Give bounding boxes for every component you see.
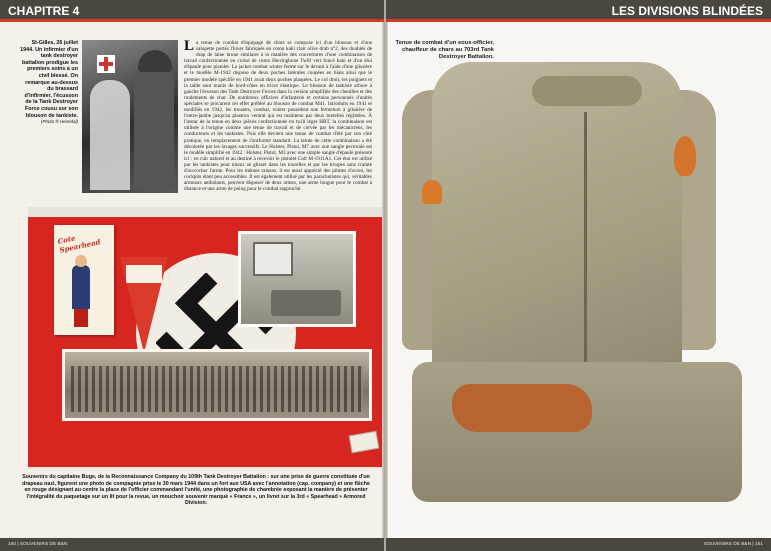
medic-figure: [134, 60, 174, 190]
souvenir-collection-photo: [28, 207, 382, 469]
jacket-zipper: [584, 112, 587, 392]
barracks-photo: [238, 231, 356, 327]
footer-right: SOUVENIRS DE B&N | 161: [386, 538, 771, 551]
combat-trousers: [412, 362, 742, 502]
red-cross-icon: [97, 55, 115, 73]
wounded-civilian-figure: [90, 80, 130, 190]
booklet-figure: [72, 265, 90, 309]
soldier-photo-caption: [20, 40, 78, 126]
barracks-window: [253, 242, 293, 276]
jacket-collar: [532, 76, 642, 106]
rank-patch-icon: [422, 180, 442, 204]
tanker-jacket: [432, 62, 682, 392]
footer-left: 160 | SOUVENIRS DE B&N: [0, 538, 384, 551]
tank-destroyer-patch-icon: [674, 136, 696, 176]
collection-caption: Souvenirs du capitaine Buge, de la Reconnaissance Company du 109th Tank Destroyer Battalion : sur une prise de guerre constituée d'un drapeau nazi, figurent une photo de compagnie prise le 30 mars 1944 dans un fort aux USA avec l'annotation (cap. company) et une flèche en rouge désignant au centre la place de l'officier commandant l'unité, une photographie de chambrée exposant la manière de présenter l'intégralité du paquetage sur un lit pour la revue, un mouchoir souvenir marqué « France », un livret sur la 3rd « Spearhead » Armored Division.: [22, 474, 370, 506]
soldier-photo: [82, 40, 178, 193]
pistol-holster: [452, 384, 592, 432]
company-soldier-rows: [71, 366, 363, 412]
company-group-photo: [62, 349, 372, 421]
article-text: a tenue de combat d'équipage de chars se compose ici d'un blouson et d'une salopette portés l'hiver fabriqués en coton kaki clair olive drab n°2, des doublés de drap de laine brune similaire à la manière des couvertures d'une combinaison de travail confectionnée en croisé de coton Herringbone Twill vert foncé kaki et d'un étui d'épaule pour pistolet. La jacket combat winter ferme sur le devant à l'aide d'une glissière et le modèle M-1942 dispose de deux poches latérales coupées en biais ainsi que le premier modèle spécifié en 1941 avait deux poches plaquées. Le col droit, les poignets et la taille sont munis de bord-côtes en tricot élastique. Le blouson de tankiste arbore à gauche l'écusson des Tank Destroyer Forces dans la version simplifiée des chenilles et des roulements de char. De nombreux officiers d'infanterie et certains personnels d'unités spéciales se procurent cet effet préféré au blouson de combat M41. Introduits en 1941 et modifiés en 1942, les trousers, combat, winter possèdent une fermeture à glissière de l'entre-jambe jusqu'au plastron ventral qui est maintenu par deux bretelles réglables. À l'instar de la tenue en deux pièces confectionnée en twill léger HBT, la combinaison est utilisée à l'origine comme une tenue de travail et de corvée par les mécaniciens, les conducteurs et les tankistes. Puis elle devient une tenue de combat d'été par son côté pratique, en remplacement de l'uniforme standard. La teinte de cette combinaison a été décolorée par les lavages successifs. Le Holster, Pistol, M7 avec une sangle pectorale est le modèle simplifié en 1942 : Holster, Pistol, M3 avec une simple sangle d'épaule présenté ici : en cuir naturel et au destiné à recevoir le pistolet Colt M-1911A1. Cet étui est utilisé par les tankistes pour mieux se glisser dans les tourelles et par les troupes sans crainte d'accrocher l'arme. Pour les mêmes raisons, il est aussi apprécié des pilotes d'avion, les cockpits étant peu accessibles. Il est également utilisé par les parachutistes qui, véritables armeaux ambulants, peuvent disposer de deux armes, une arme longue pour le combat à distance et une arme de poing pour le combat rapproché.: [184, 40, 372, 193]
chapter-header: CHAPITRE 4: [0, 0, 384, 22]
article-body: [184, 40, 372, 202]
drop-cap: L: [184, 40, 195, 54]
page-gutter: [382, 0, 388, 551]
uniform-caption: Tenue de combat d'un sous-officier, chauffeur de chars au 703rd Tank Destroyer Battalion.: [395, 40, 494, 60]
section-header: LES DIVISIONS BLINDÉES: [386, 0, 771, 22]
soldier-photo-caption-text: St-Gilles, 26 juillet 1944. Un infirmier d'un tank destroyer battalion prodigue les premiers soins à un civil blessé. On remarque au-dessus du brassard d'infirmier, l'écusson de la Tank Destroyer Force cousu sur son blouson de tankiste.: [20, 40, 78, 119]
helmet-shape: [138, 50, 172, 72]
uniform-photo: [402, 40, 752, 508]
spearhead-booklet: [54, 225, 114, 335]
photo-credit: (Photo ® Heimdal): [40, 119, 78, 125]
booklet-figure-legs: [74, 309, 88, 327]
barracks-bed: [271, 290, 341, 316]
booklet-title: Cote Spearhead: [56, 233, 102, 255]
